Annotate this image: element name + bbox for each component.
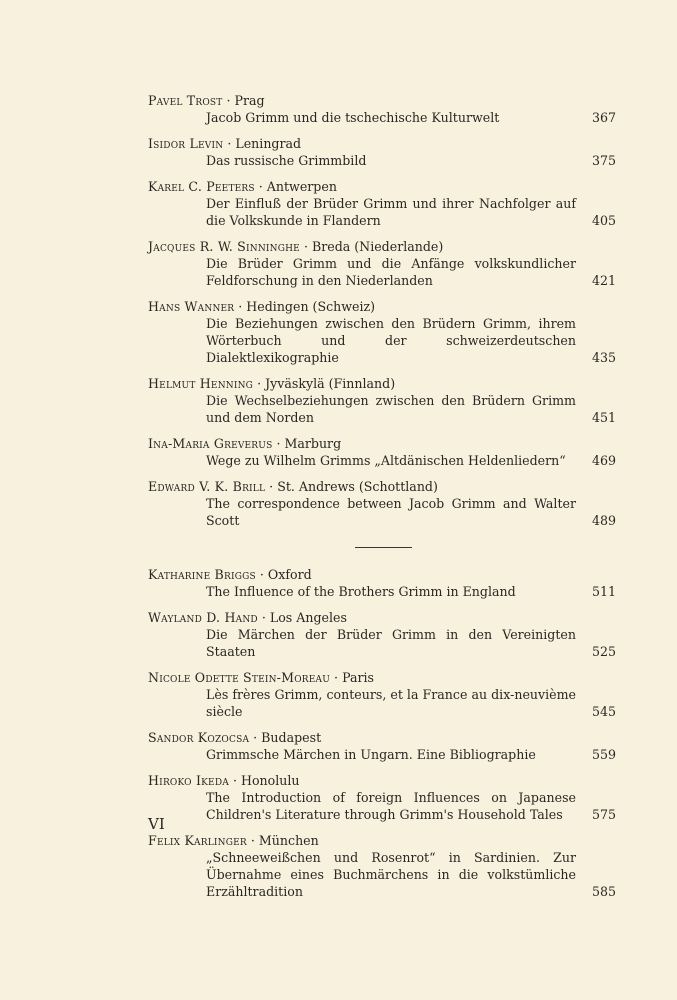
- author-place: Los Angeles: [269, 610, 347, 625]
- author-place: Prag: [234, 93, 265, 108]
- author-name: Katharine Briggs: [148, 567, 256, 582]
- article-title: Der Einfluß der Brüder Grimm und ihrer Nachfolger auf die Volkskunde in Flandern: [206, 196, 576, 228]
- toc-entry: [148, 92, 616, 126]
- toc-entry: [148, 135, 616, 169]
- article-title: Die Beziehungen zwischen den Brüdern Grimm, ihrem Wörterbuch und der schweizerdeutschen Dialektlexikographie: [206, 316, 576, 365]
- page-ref: 559: [591, 747, 616, 762]
- toc-entry: [148, 669, 616, 720]
- toc-entry: [148, 238, 616, 289]
- toc-entry: [148, 566, 616, 600]
- author-place: Leningrad: [235, 136, 302, 151]
- author-line: [148, 729, 616, 746]
- toc-entry: [148, 609, 616, 660]
- separator-dot: ·: [272, 436, 285, 451]
- author-name: Jacques R. W. Sinninghe: [148, 239, 300, 254]
- section-divider: [355, 547, 412, 548]
- author-name: Nicole Odette Stein-Moreau: [148, 670, 331, 685]
- page-ref: 469: [591, 453, 616, 468]
- article-title: The correspondence between Jacob Grimm and Walter Scott: [206, 496, 576, 528]
- author-line: [148, 478, 616, 495]
- toc-group-b: [148, 566, 616, 900]
- page-ref: 421: [591, 273, 616, 288]
- author-name: Hans Wanner: [148, 299, 235, 314]
- page-ref: 585: [591, 884, 616, 899]
- author-line: [148, 238, 616, 255]
- page-ref: 367: [591, 110, 616, 125]
- author-name: Ina-Maria Greverus: [148, 436, 273, 451]
- separator-dot: ·: [265, 479, 278, 494]
- author-line: [148, 135, 616, 152]
- author-name: Sandor Kozocsa: [148, 730, 250, 745]
- article-title: Lès frères Grimm, conteurs, et la France au dix-neuvième siècle: [206, 687, 576, 719]
- separator-dot: ·: [257, 610, 270, 625]
- separator-dot: ·: [223, 136, 236, 151]
- author-name: Edward V. K. Brill: [148, 479, 266, 494]
- article-title: Die Brüder Grimm und die Anfänge volkskundlicher Feldforschung in den Niederlanden: [206, 256, 576, 288]
- author-line: [148, 375, 616, 392]
- toc-entry: [148, 772, 616, 823]
- toc-entry: [148, 832, 616, 900]
- toc-group-a: [148, 92, 616, 529]
- article-title: Die Wechselbeziehungen zwischen den Brüdern Grimm und dem Norden: [206, 393, 576, 425]
- author-place: München: [258, 833, 319, 848]
- page-ref: 375: [591, 153, 616, 168]
- toc-entry: [148, 435, 616, 469]
- author-line: [148, 669, 616, 686]
- author-place: Oxford: [267, 567, 312, 582]
- page-ref: 545: [591, 704, 616, 719]
- author-name: Felix Karlinger: [148, 833, 247, 848]
- article-title: Die Märchen der Brüder Grimm in den Vereinigten Staaten: [206, 627, 576, 659]
- toc-entry: [148, 478, 616, 529]
- separator-dot: ·: [330, 670, 343, 685]
- table-of-contents: [148, 92, 616, 909]
- author-place: Honolulu: [240, 773, 300, 788]
- author-line: [148, 566, 616, 583]
- author-name: Pavel Trost: [148, 93, 223, 108]
- separator-dot: ·: [246, 833, 259, 848]
- author-name: Wayland D. Hand: [148, 610, 258, 625]
- author-place: St. Andrews (Schottland): [277, 479, 438, 494]
- author-line: [148, 178, 616, 195]
- article-title: „Schneeweißchen und Rosenrot“ in Sardinien. Zur Übernahme eines Buchmärchens in die volkstümliche Erzähltradition: [206, 850, 576, 899]
- author-line: [148, 435, 616, 452]
- page-number-folio: VI: [148, 815, 165, 833]
- author-name: Isidor Levin: [148, 136, 224, 151]
- separator-dot: ·: [253, 376, 266, 391]
- author-line: [148, 298, 616, 315]
- author-name: Hiroko Ikeda: [148, 773, 229, 788]
- author-place: Paris: [342, 670, 374, 685]
- page-ref: 525: [591, 644, 616, 659]
- page-ref: 435: [591, 350, 616, 365]
- article-title: Grimmsche Märchen in Ungarn. Eine Bibliographie: [206, 747, 536, 762]
- separator-dot: ·: [299, 239, 312, 254]
- author-place: Jyväskylä (Finnland): [265, 376, 396, 391]
- page-ref: 451: [591, 410, 616, 425]
- author-name: Karel C. Peeters: [148, 179, 255, 194]
- article-title: Wege zu Wilhelm Grimms „Altdänischen Heldenliedern“: [206, 453, 566, 468]
- separator-dot: ·: [228, 773, 241, 788]
- author-place: Hedingen (Schweiz): [246, 299, 376, 314]
- article-title: The Introduction of foreign Influences on Japanese Children's Literature through Grimm's Household Tales: [206, 790, 576, 822]
- author-place: Breda (Niederlande): [311, 239, 444, 254]
- toc-entry: [148, 178, 616, 229]
- page-ref: 575: [591, 807, 616, 822]
- author-name: Helmut Henning: [148, 376, 254, 391]
- separator-dot: ·: [254, 179, 267, 194]
- page-ref: 511: [591, 584, 616, 599]
- page-ref: 489: [591, 513, 616, 528]
- separator-dot: ·: [255, 567, 268, 582]
- author-place: Budapest: [261, 730, 322, 745]
- article-title: Das russische Grimmbild: [206, 153, 367, 168]
- article-title: The Influence of the Brothers Grimm in England: [206, 584, 516, 599]
- separator-dot: ·: [234, 299, 247, 314]
- article-title: Jacob Grimm und die tschechische Kulturwelt: [206, 110, 500, 125]
- separator-dot: ·: [249, 730, 262, 745]
- author-line: [148, 609, 616, 626]
- author-place: Antwerpen: [266, 179, 337, 194]
- author-line: [148, 832, 616, 849]
- toc-entry: [148, 375, 616, 426]
- separator-dot: ·: [222, 93, 235, 108]
- author-line: [148, 772, 616, 789]
- page-ref: 405: [591, 213, 616, 228]
- author-place: Marburg: [284, 436, 342, 451]
- toc-entry: [148, 298, 616, 366]
- author-line: [148, 92, 616, 109]
- toc-entry: [148, 729, 616, 763]
